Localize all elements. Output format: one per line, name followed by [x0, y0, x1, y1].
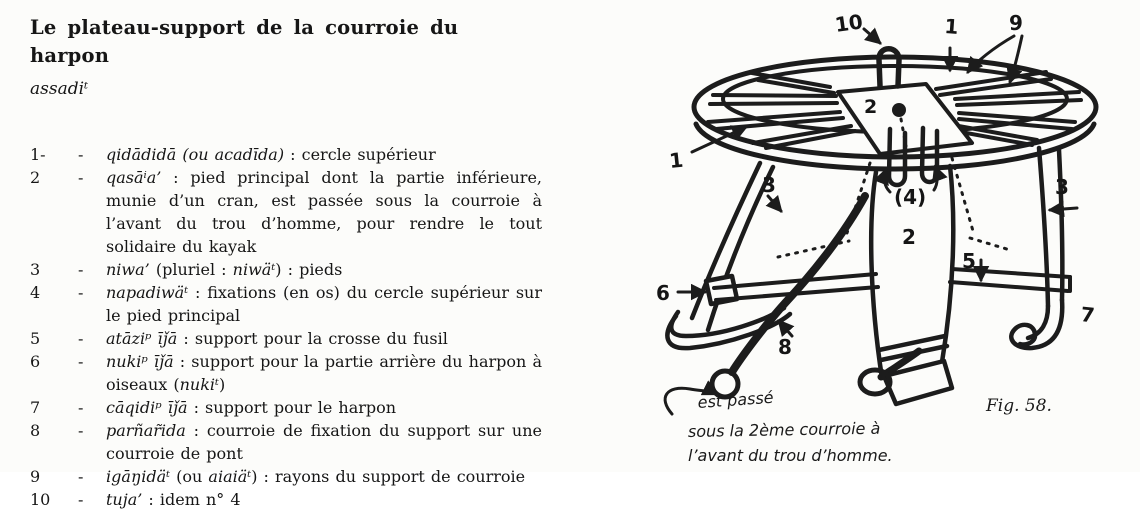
label-1-top: 1	[943, 14, 960, 39]
item-dash: -	[78, 260, 84, 279]
item-text	[106, 465, 542, 488]
definition-text: ) : pieds	[275, 260, 343, 279]
native-term: cāqidiᵖ īǰā	[106, 398, 188, 417]
item-number: 6	[30, 352, 41, 371]
item-text	[106, 281, 542, 327]
item-dash: -	[78, 421, 84, 440]
term-list-item	[30, 281, 542, 327]
item-dash: -	[78, 398, 84, 417]
item-number: 10	[30, 490, 51, 509]
item-dash: -	[78, 145, 84, 164]
item-number: 4	[30, 283, 41, 302]
native-term: nukiᵖ īǰā	[106, 352, 174, 371]
label-10: 10	[833, 9, 865, 37]
item-number: 9	[30, 467, 41, 486]
term-list-item	[30, 258, 542, 281]
native-term: nukiᵗ	[179, 375, 219, 394]
label-1-left: 1	[668, 147, 685, 173]
right-leg	[1039, 148, 1048, 306]
term-list-item	[30, 465, 542, 488]
item-number: 2	[30, 168, 41, 187]
page-subtitle: assadiᵗ	[30, 79, 89, 99]
native-term: niwa’	[106, 260, 150, 279]
term-list-item	[30, 166, 542, 258]
definition-text: ) : rayons du support de courroie	[251, 467, 526, 486]
term-list-item	[30, 419, 542, 465]
native-term: qidādidā (ou acadīda)	[106, 145, 285, 164]
item-number: 8	[30, 421, 41, 440]
item-number: 7	[30, 398, 41, 417]
item-number: 3	[30, 260, 41, 279]
label-2-plate: 2	[864, 96, 878, 118]
label-9: 9	[1009, 11, 1023, 35]
native-term: aiaiäᵗ	[208, 467, 252, 486]
item-number: 1-	[30, 145, 46, 164]
item-text	[106, 143, 542, 166]
definition-text: : cercle supérieur	[284, 145, 436, 164]
plate-hole-dot	[892, 103, 906, 117]
item-dash: -	[78, 168, 84, 187]
label-3-right: 3	[1055, 175, 1069, 199]
native-term: parñar̃ida	[106, 421, 186, 440]
figure-drawing	[618, 0, 1140, 472]
item-text	[106, 258, 542, 281]
term-list-item	[30, 327, 542, 350]
page-title: Le plateau-support de la courroie du harpon	[30, 16, 459, 67]
label-4: (4)	[894, 185, 927, 209]
definition-text: : support pour la crosse du fusil	[177, 329, 448, 348]
label-8: 8	[778, 335, 792, 359]
item-text	[106, 350, 542, 396]
figure-caption: Fig. 58.	[986, 396, 1052, 416]
item-text	[106, 396, 542, 419]
definition-text: : pied principal dont la partie inférieure, munie d’un cran, est passée sous la courroie à l’avant du trou d’homme, pour rendre le tout solidaire du kayak	[106, 168, 542, 256]
item-text	[106, 419, 542, 465]
native-term: niwäᵗ	[232, 260, 276, 279]
native-term: atāziᵖ īǰā	[106, 329, 178, 348]
native-term: tuja’	[106, 490, 143, 509]
item-dash: -	[78, 490, 84, 509]
native-term: qasāⁱa’	[106, 168, 162, 187]
native-term: igāŋidäᵗ	[106, 467, 171, 486]
label-5: 5	[962, 249, 976, 273]
note-line-1: est passé	[696, 387, 775, 412]
definition-text: : support pour la partie arrière du harpon à oiseaux (	[106, 352, 542, 394]
item-text	[106, 166, 542, 258]
definition-text: : idem n° 4	[142, 490, 241, 509]
label-6: 6	[656, 281, 670, 305]
handwritten-note	[688, 388, 893, 465]
definition-text: (ou	[170, 467, 209, 486]
term-list-item	[30, 396, 542, 419]
item-text	[106, 327, 542, 350]
term-list-item	[30, 143, 542, 166]
text-column	[30, 14, 542, 511]
definition-text: )	[219, 375, 226, 394]
item-number: 5	[30, 329, 41, 348]
note-line-2: sous la 2ème courroie à	[687, 418, 881, 441]
term-list-item	[30, 488, 542, 511]
item-dash: -	[78, 352, 84, 371]
item-text	[106, 488, 542, 511]
definition-text: : fixations (en os) du cercle supérieur sur le pied principal	[106, 283, 542, 325]
item-dash: -	[78, 467, 84, 486]
label-7: 7	[1079, 302, 1096, 328]
label-3-left: 3	[762, 173, 776, 197]
figure-58	[618, 0, 1140, 472]
right-foot-curl	[1011, 300, 1062, 348]
term-list	[30, 143, 542, 511]
native-term: napadiwäᵗ	[106, 283, 189, 302]
definition-text: : support pour le harpon	[187, 398, 397, 417]
label-2-leg: 2	[902, 225, 916, 249]
crossbar	[714, 269, 1070, 300]
note-line-3: l’avant du trou d’homme.	[688, 446, 893, 465]
term-list-item	[30, 350, 542, 396]
item-dash: -	[78, 329, 84, 348]
item-dash: -	[78, 283, 84, 302]
definition-text: : courroie de fixation du support sur une courroie de pont	[106, 421, 542, 463]
definition-text: (pluriel :	[149, 260, 233, 279]
